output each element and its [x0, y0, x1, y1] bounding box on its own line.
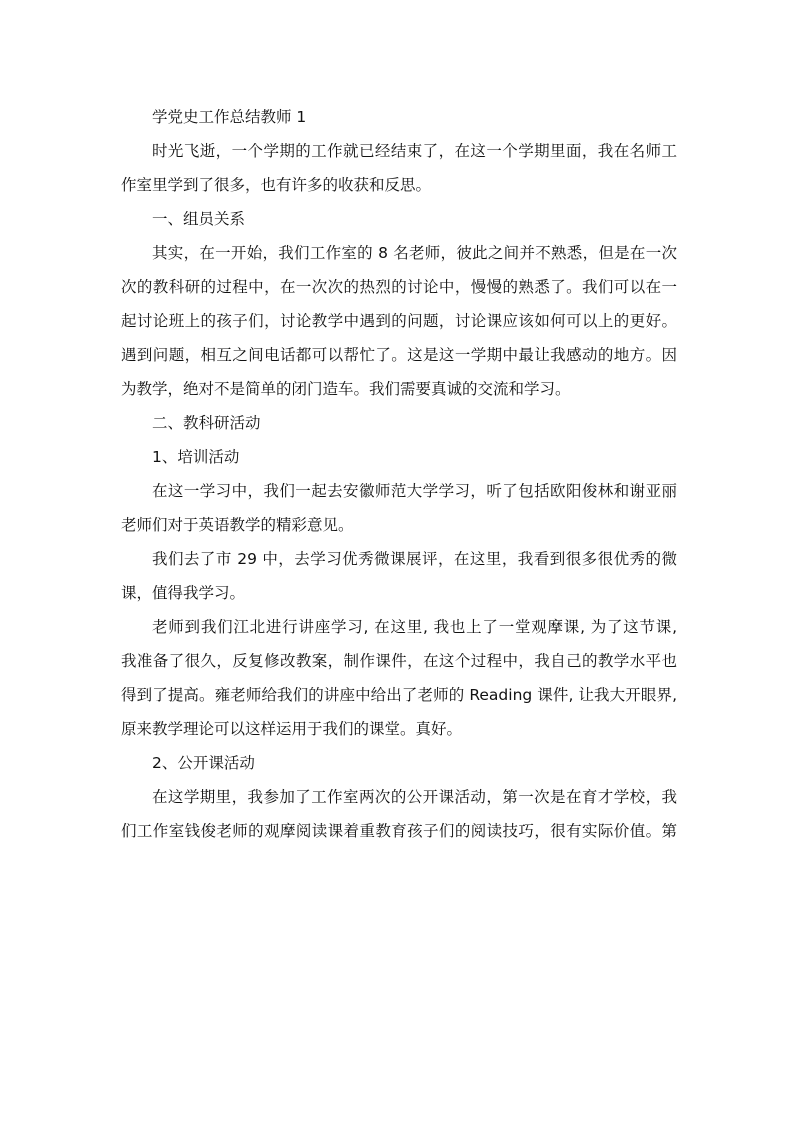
section-heading-group-relations: 一、组员关系 — [152, 210, 246, 228]
paragraph-training-3 — [121, 610, 677, 746]
paragraph-open-class — [121, 780, 677, 848]
paragraph-line: 我准备了很久，反复修改教案，制作课件，在这个过程中，我自己的教学水平也 — [121, 652, 677, 670]
paragraph-intro — [121, 134, 677, 202]
paragraph-line: 其实，在一开始，我们工作室的 8 名老师，彼此之间并不熟悉，但是在一次 — [152, 244, 677, 262]
paragraph-line: 课，值得我学习。 — [121, 584, 246, 602]
subheading-training: 1、培训活动 — [152, 448, 240, 466]
paragraph-line: 原来教学理论可以这样运用于我们的课堂。真好。 — [121, 720, 463, 738]
paragraph-line: 老师们对于英语教学的精彩意见。 — [121, 516, 354, 534]
paragraph-training-2 — [121, 542, 677, 610]
document-title: 学党史工作总结教师 1 — [152, 108, 307, 126]
paragraph-line: 时光飞逝，一个学期的工作就已经结束了，在这一个学期里面，我在名师工 — [152, 142, 677, 160]
paragraph-line: 老师到我们江北进行讲座学习, 在这里, 我也上了一堂观摩课, 为了这节课, — [152, 618, 677, 636]
paragraph-line: 得到了提高。雍老师给我们的讲座中给出了老师的 Reading 课件, 让我大开眼界, — [121, 686, 677, 704]
paragraph-line: 在这一学习中，我们一起去安徽师范大学学习，听了包括欧阳俊林和谢亚丽 — [152, 482, 677, 500]
section-heading-research: 二、教科研活动 — [152, 414, 261, 432]
paragraph-line: 次的教科研的过程中，在一次次的热烈的讨论中，慢慢的熟悉了。我们可以在一 — [121, 278, 677, 296]
paragraph-line: 起讨论班上的孩子们，讨论教学中遇到的问题，讨论课应该如何可以上的更好。 — [121, 312, 677, 330]
document-body — [121, 100, 677, 848]
subheading-open-class: 2、公开课活动 — [152, 754, 255, 772]
paragraph-line: 在这学期里，我参加了工作室两次的公开课活动，第一次是在育才学校，我 — [152, 788, 677, 806]
paragraph-line: 我们去了市 29 中，去学习优秀微课展评，在这里，我看到很多很优秀的微 — [152, 550, 677, 568]
paragraph-line: 作室里学到了很多，也有许多的收获和反思。 — [121, 176, 432, 194]
paragraph-line: 们工作室钱俊老师的观摩阅读课着重教育孩子们的阅读技巧，很有实际价值。第 — [121, 822, 677, 840]
paragraph-line: 为教学，绝对不是简单的闭门造车。我们需要真诚的交流和学习。 — [121, 380, 571, 398]
paragraph-training-1 — [121, 474, 677, 542]
paragraph-relations — [121, 236, 677, 406]
paragraph-line: 遇到问题，相互之间电话都可以帮忙了。这是这一学期中最让我感动的地方。因 — [121, 346, 677, 364]
